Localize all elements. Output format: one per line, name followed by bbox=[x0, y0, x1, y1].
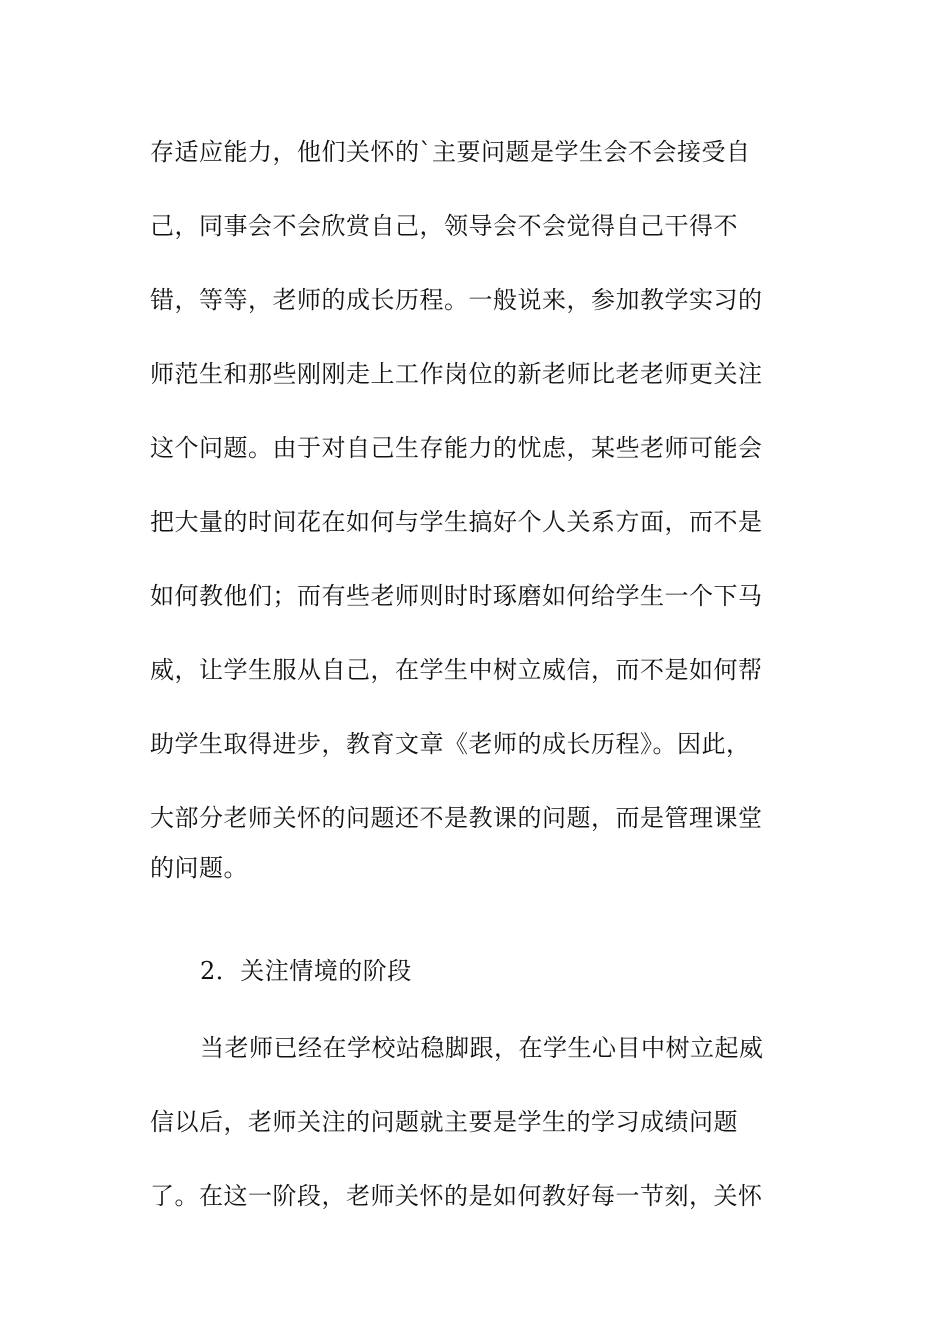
text-line: 当老师已经在学校站稳脚跟，在学生心目中树立起威 bbox=[200, 1034, 764, 1062]
text-line: 己，同事会不会欣赏自己，领导会不会觉得自己干得不 bbox=[150, 212, 738, 240]
text-line: 大部分老师关怀的问题还不是教课的问题，而是管理课堂 bbox=[150, 804, 763, 832]
text-line: 这个问题。由于对自己生存能力的忧虑，某些老师可能会 bbox=[150, 434, 763, 462]
text-line: 师范生和那些刚刚走上工作岗位的新老师比老老师更关注 bbox=[150, 360, 763, 388]
section-heading: 2．关注情境的阶段 bbox=[200, 957, 412, 985]
text-line: 存适应能力，他们关怀的`主要问题是学生会不会接受自 bbox=[150, 138, 751, 166]
text-line: 如何教他们；而有些老师则时时琢磨如何给学生一个下马 bbox=[150, 582, 763, 610]
text-line: 威，让学生服从自己，在学生中树立威信，而不是如何帮 bbox=[150, 656, 763, 684]
text-line: 把大量的时间花在如何与学生搞好个人关系方面，而不是 bbox=[150, 508, 763, 536]
text-line: 助学生取得进步，教育文章《老师的成长历程》。因此， bbox=[150, 730, 751, 758]
text-line: 的问题。 bbox=[150, 854, 248, 882]
text-line: 错，等等，老师的成长历程。一般说来，参加教学实习的 bbox=[150, 286, 763, 314]
text-line: 信以后，老师关注的问题就主要是学生的学习成绩问题 bbox=[150, 1108, 738, 1136]
text-line: 了。在这一阶段，老师关怀的是如何教好每一节刻，关怀 bbox=[150, 1182, 763, 1210]
